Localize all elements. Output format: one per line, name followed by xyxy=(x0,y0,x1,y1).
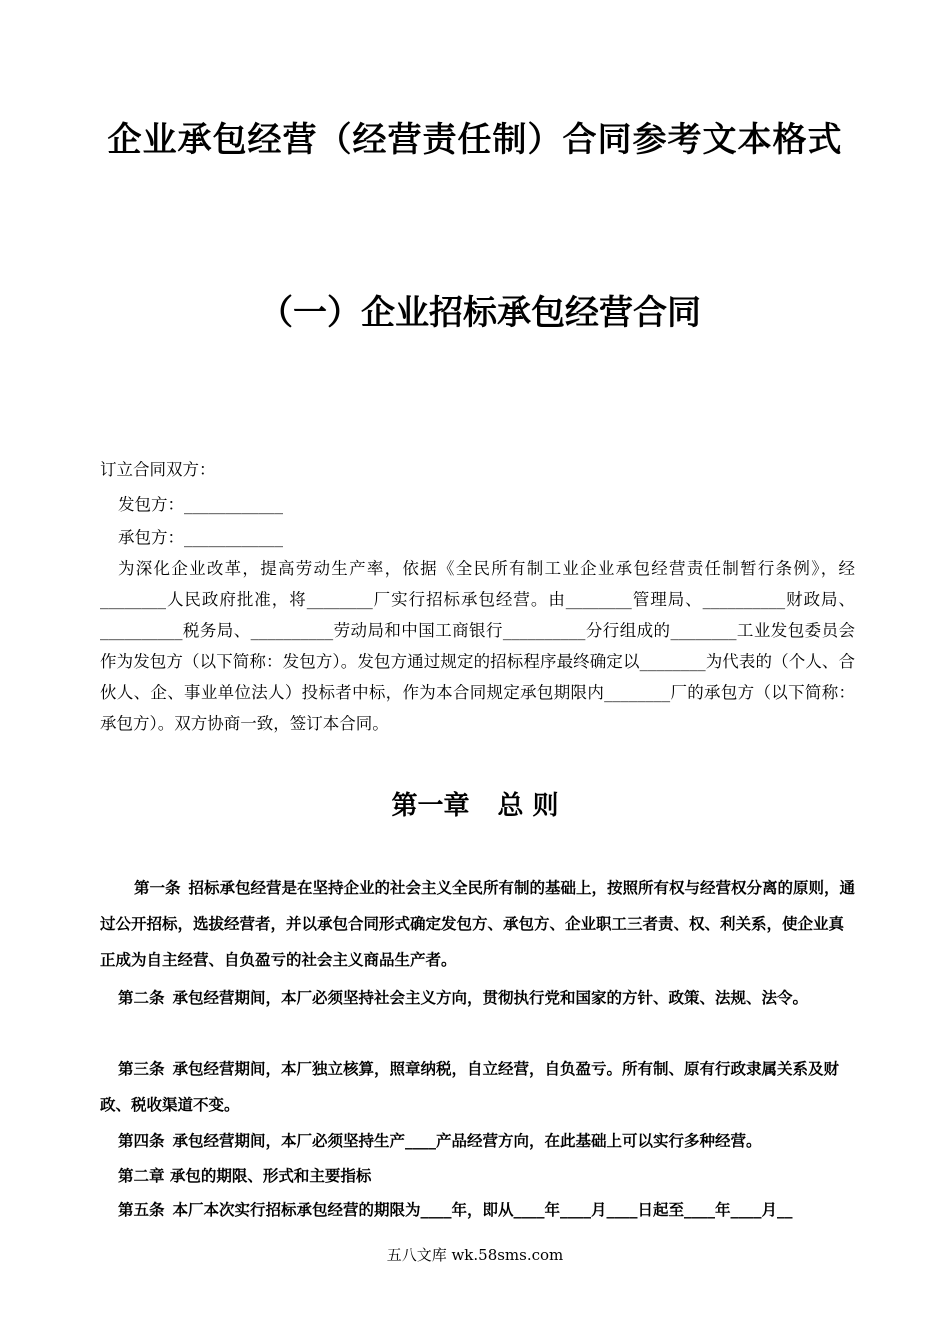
chapter-two-heading: 第二章 承包的期限、形式和主要指标 xyxy=(118,1167,372,1185)
article-4 xyxy=(100,1123,858,1159)
article-number: 第五条 xyxy=(118,1201,165,1219)
article-text: 本厂本次实行招标承包经营的期限为____年，即从____年____月____日起至____年____月__ xyxy=(172,1201,793,1219)
article-3 xyxy=(100,1051,858,1123)
article-1 xyxy=(100,870,858,978)
chapter-one-heading xyxy=(0,785,950,822)
article-text: 承包经营期间，本厂必须坚持社会主义方向，贯彻执行党和国家的方针、政策、法规、法令。 xyxy=(172,989,809,1007)
preamble-paragraph: 为深化企业改革，提高劳动生产率，依据《全民所有制工业企业承包经营责任制暂行条例》，经________人民政府批准，将________厂实行招标承包经营。由________管理局、__________财政局、__________税务局、__________劳动局和中国工商银行__________分行组成的________工业发包委员会作为发包方（以下简称：发包方）。发包方通过规定的招标程序最终确定以________为代表的（个人、合伙人、企、事业单位法人）投标者中标，作为本合同规定承包期限内________厂的承包方（以下简称：承包方）。双方协商一致，签订本合同。 xyxy=(100,559,855,733)
article-number: 第四条 xyxy=(118,1132,165,1150)
contract-subtitle: （一）企业招标承包经营合同 xyxy=(259,293,701,333)
chapter-one-name: 总 则 xyxy=(497,791,559,821)
article-5 xyxy=(100,1192,858,1228)
parties-heading: 订立合同双方： xyxy=(100,460,216,479)
contractor-line: 发包方：____________ xyxy=(118,495,283,514)
article-number: 第二条 xyxy=(118,989,165,1007)
document-title: 企业承包经营（经营责任制）合同参考文本格式 xyxy=(107,120,843,160)
article-text: 承包经营期间，本厂必须坚持生产____产品经营方向，在此基础上可以实行多种经营。 xyxy=(172,1132,762,1150)
article-number: 第一条 xyxy=(134,879,181,897)
article-2 xyxy=(100,980,858,1016)
contractee-line: 承包方：____________ xyxy=(118,528,283,547)
footer-watermark-text: 五八文库 wk.58sms.com xyxy=(386,1246,564,1264)
article-text: 招标承包经营是在坚持企业的社会主义全民所有制的基础上，按照所有权与经营权分离的原则，通过公开招标，选拔经营者，并以承包合同形式确定发包方、承包方、企业职工三者责、权、利关系，使企业真正成为自主经营、自负盈亏的社会主义商品生产者。 xyxy=(100,879,856,969)
article-text: 承包经营期间，本厂独立核算，照章纳税，自立经营，自负盈亏。所有制、原有行政隶属关系及财政、税收渠道不变。 xyxy=(100,1060,840,1114)
chapter-one-label: 第一章 xyxy=(391,791,470,821)
article-number: 第三条 xyxy=(118,1060,165,1078)
